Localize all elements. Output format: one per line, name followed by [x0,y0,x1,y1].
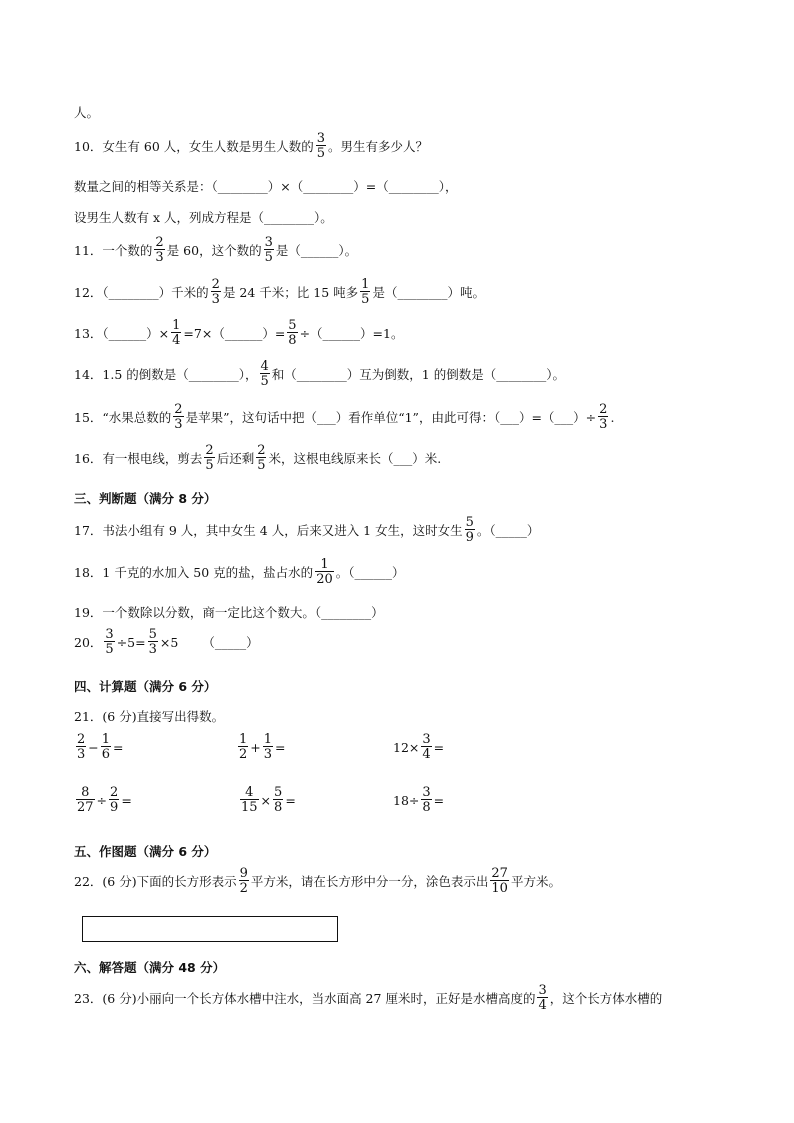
text: 20． [74,635,103,650]
fraction: $\frac{5}{8}$ [274,785,283,815]
operator: 12× [393,739,420,755]
text: 米，这根电线原来长（___）米. [268,451,442,466]
text: （_____） [202,635,259,650]
text: ，这个长方体水槽的 [549,991,663,1006]
continuation-text [74,103,99,121]
fraction: $\frac{2}{3}$ [77,732,86,762]
question-20 [74,628,259,656]
fraction: $\frac{3}{8}$ [422,785,431,815]
text: ÷5= [116,634,146,650]
section-heading-calculation [74,677,216,695]
text: 13．（______）× [74,326,170,341]
fraction: $\frac{2}{3}$ [174,402,183,432]
text: 三、判断题（满分 8 分） [74,491,217,506]
text: ÷（______）=1。 [299,326,404,341]
fraction: $\frac{1}{2}$ [239,732,248,762]
question-15 [74,403,614,431]
equals: = [113,739,124,755]
question-23 [74,984,662,1012]
question-10-equation [74,208,333,226]
fraction: $\frac{3}{4}$ [538,983,547,1013]
calc-item [74,733,124,761]
text: ×5 [159,634,179,650]
question-19 [74,603,384,621]
fraction: $\frac{1}{6}$ [101,732,111,762]
operator: 18÷ [393,792,420,808]
text: 19．一个数除以分数，商一定比这个数大。（________） [74,605,384,620]
text: 。（______） [335,565,405,580]
text: 。男生有多少人？ [328,139,429,154]
text: 是（______）。 [275,243,358,258]
equals: = [285,792,296,808]
text: 15．“水果总数的 [74,410,172,425]
fraction: $\frac{3}{5}$ [316,131,326,161]
question-11 [74,236,357,264]
text: 22．(6 分)下面的长方形表示 [74,874,237,889]
question-14 [74,360,565,388]
text: 12．（________）千米的 [74,285,209,300]
question-17 [74,516,539,544]
text: 四、计算题（满分 6 分） [74,679,217,694]
fraction: $\frac{4}{5}$ [260,359,269,389]
fraction: $\frac{4}{15}$ [241,785,258,815]
question-10-relation [74,177,457,195]
text: 是 24 千米；比 15 吨多 [222,285,359,300]
fraction: $\frac{3}{5}$ [264,235,273,265]
text: 五、作图题（满分 6 分） [74,844,217,859]
question-18 [74,558,405,586]
text: 。（_____） [476,523,540,538]
text: 11．一个数的 [74,243,153,258]
text: 14．1.5 的倒数是（________）， [74,367,258,382]
question-13 [74,319,403,347]
operator: − [88,739,99,755]
fraction: $\frac{5}{3}$ [148,627,157,657]
text: 是苹果”，这句话中把（___）看作单位“1”，由此可得：（___）=（___）÷ [185,410,597,425]
fraction: $\frac{27}{10}$ [491,866,508,896]
equals: = [433,792,445,808]
operator: × [260,792,272,808]
text: 数量之间的相等关系是：（________）×（________）=（________）， [74,179,458,194]
text: 后还剩 [216,451,255,466]
question-12 [74,278,485,306]
calc-item [238,786,296,814]
text: 设男生人数有 x 人，列成方程是（________）。 [74,210,333,225]
text: =7×（______）= [183,326,286,341]
question-21 [74,707,224,725]
text: 23．(6 分)小丽向一个长方体水槽中注水，当水面高 27 厘米时，正好是水槽高度的 [74,991,536,1006]
equals: = [433,739,445,755]
text: 16．有一根电线，剪去 [74,451,203,466]
fraction: $\frac{2}{3}$ [155,235,164,265]
calc-item [393,733,444,761]
section-heading-drawing [74,842,216,860]
fraction: $\frac{1}{3}$ [263,732,273,762]
fraction: $\frac{1}{4}$ [172,318,181,348]
text: 平方米，请在长方形中分一分，涂色表示出 [250,874,489,889]
question-22 [74,867,561,895]
fraction: $\frac{1}{20}$ [316,557,333,587]
fraction: $\frac{3}{4}$ [422,732,431,762]
fraction: $\frac{2}{3}$ [211,277,220,307]
text: 和（________）互为倒数，1 的倒数是（________）。 [271,367,565,382]
drawing-rectangle[interactable] [82,916,338,942]
operator: + [250,739,261,755]
text: 平方米。 [510,874,561,889]
text: 10．女生有 60 人，女生人数是男生人数的 [74,139,314,154]
fraction: $\frac{9}{2}$ [239,866,248,896]
calc-item [74,786,132,814]
fraction: $\frac{2}{9}$ [110,785,119,815]
text: 是 60，这个数的 [166,243,262,258]
equals: = [275,739,286,755]
text: 是（________）吨。 [372,285,485,300]
question-16 [74,444,441,472]
section-heading-answers [74,958,225,976]
calc-item [393,786,444,814]
question-10 [74,132,428,160]
fraction: $\frac{2}{3}$ [599,402,608,432]
fraction: $\frac{3}{5}$ [105,627,114,657]
fraction: $\frac{5}{8}$ [288,318,297,348]
operator: ÷ [96,792,108,808]
fraction: $\frac{2}{5}$ [205,443,214,473]
fraction: $\frac{2}{5}$ [257,443,266,473]
calc-item [236,733,286,761]
fraction: $\frac{8}{27}$ [77,785,94,815]
section-heading-judgment [74,489,216,507]
text: 18．1 千克的水加入 50 克的盐，盐占水的 [74,565,314,580]
equals: = [121,792,132,808]
text: 人。 [74,105,100,120]
text: 17．书法小组有 9 人，其中女生 4 人，后来又进入 1 女生，这时女生 [74,523,463,538]
fraction: $\frac{5}{9}$ [465,515,474,545]
fraction: $\frac{1}{5}$ [361,277,370,307]
text: 六、解答题（满分 48 分） [74,960,226,975]
text: 21．(6 分)直接写出得数。 [74,709,225,724]
text: . [610,409,615,425]
